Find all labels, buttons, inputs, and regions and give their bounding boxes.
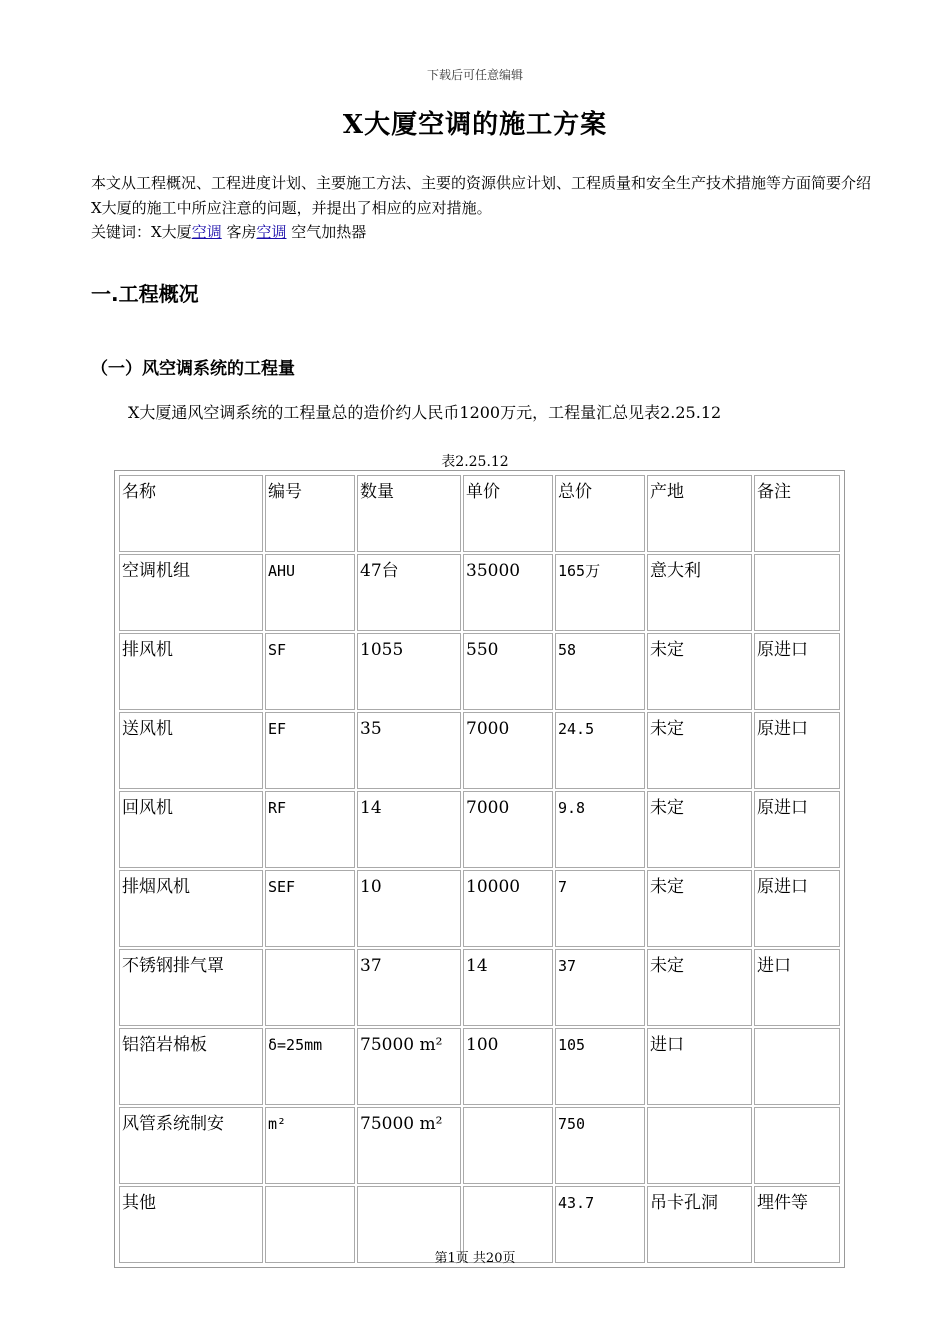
- document-title: X大厦空调的施工方案: [342, 110, 608, 140]
- table-cell: 9.8: [555, 791, 645, 868]
- table-cell: 550: [463, 633, 553, 710]
- table-row: [119, 554, 840, 631]
- table-cell: [463, 1107, 553, 1184]
- table-cell: 75000 m²: [357, 1107, 461, 1184]
- table-cell: 进口: [754, 949, 840, 1026]
- table-header-row: [119, 475, 840, 552]
- table-cell: 43.7: [555, 1186, 645, 1263]
- table-cell: 意大利: [647, 554, 752, 631]
- table-cell: 吊卡孔洞: [647, 1186, 752, 1263]
- table-cell: 原进口: [754, 633, 840, 710]
- table-cell: 35000: [463, 554, 553, 631]
- table-cell: 未定: [647, 633, 752, 710]
- table-cell: 原进口: [754, 791, 840, 868]
- keyword-link-aircon-2[interactable]: 空调: [256, 223, 287, 241]
- abstract: 本文从工程概况、工程进度计划、主要施工方法、主要的资源供应计划、工程质量和安全生产技术措施等方面简要介绍X大厦的施工中所应注意的问题，并提出了相应的应对措施。: [91, 174, 872, 217]
- table-cell: 10000: [463, 870, 553, 947]
- table-cell: 47台: [357, 554, 461, 631]
- keywords-prefix: 关键词：X大厦: [91, 223, 192, 241]
- table-cell: 75000 m²: [357, 1028, 461, 1105]
- table-row: [119, 1028, 840, 1105]
- table-cell: [647, 1107, 752, 1184]
- keywords-line: [91, 220, 366, 245]
- table-cell: 7000: [463, 791, 553, 868]
- section-heading: 一.工程概况: [91, 282, 199, 306]
- table-header-cell: 总价: [555, 475, 645, 552]
- table-caption: 表2.25.12: [441, 454, 509, 470]
- table-header-cell: 编号: [265, 475, 355, 552]
- table-cell: 空调机组: [119, 554, 263, 631]
- table-cell: 未定: [647, 949, 752, 1026]
- table-cell: m²: [265, 1107, 355, 1184]
- table-header-cell: 名称: [119, 475, 263, 552]
- table-cell: 105: [555, 1028, 645, 1105]
- table-cell: [754, 1107, 840, 1184]
- table-cell: 7000: [463, 712, 553, 789]
- table-header-cell: 数量: [357, 475, 461, 552]
- table-cell: 原进口: [754, 870, 840, 947]
- table-cell: 排烟风机: [119, 870, 263, 947]
- table-cell: EF: [265, 712, 355, 789]
- table-cell: 1055: [357, 633, 461, 710]
- table-row: [119, 791, 840, 868]
- table-cell: [754, 1028, 840, 1105]
- table-cell: [265, 949, 355, 1026]
- keywords-middle: 客房: [221, 223, 257, 241]
- table-cell: SF: [265, 633, 355, 710]
- table-header-cell: 单价: [463, 475, 553, 552]
- table-cell: 未定: [647, 791, 752, 868]
- table-cell: 其他: [119, 1186, 263, 1263]
- table-cell: 风管系统制安: [119, 1107, 263, 1184]
- table-cell: [754, 554, 840, 631]
- table-cell: 10: [357, 870, 461, 947]
- table-header-cell: 产地: [647, 475, 752, 552]
- quantity-table-body: [119, 475, 840, 1263]
- table-row: [119, 633, 840, 710]
- page-footer: 第1页 共20页: [434, 1251, 516, 1266]
- table-cell: 750: [555, 1107, 645, 1184]
- table-cell: 14: [463, 949, 553, 1026]
- table-cell: 铝箔岩棉板: [119, 1028, 263, 1105]
- table-cell: 37: [357, 949, 461, 1026]
- table-cell: 原进口: [754, 712, 840, 789]
- table-cell: 进口: [647, 1028, 752, 1105]
- header-note: 下载后可任意编辑: [426, 68, 523, 82]
- table-cell: 100: [463, 1028, 553, 1105]
- keywords-suffix: 空气加热器: [286, 223, 367, 241]
- table-cell: 58: [555, 633, 645, 710]
- table-cell: 排风机: [119, 633, 263, 710]
- quantity-table: [117, 473, 842, 1265]
- quantity-table-frame: [114, 470, 845, 1268]
- table-cell: SEF: [265, 870, 355, 947]
- table-cell: 回风机: [119, 791, 263, 868]
- body-paragraph: X大厦通风空调系统的工程量总的造价约人民币1200万元，工程量汇总见表2.25.12: [128, 403, 722, 422]
- subsection-heading: （一）风空调系统的工程量: [91, 359, 295, 379]
- table-cell: 埋件等: [754, 1186, 840, 1263]
- keyword-link-aircon-1[interactable]: 空调: [191, 223, 222, 241]
- table-row: [119, 1107, 840, 1184]
- table-row: [119, 870, 840, 947]
- table-cell: 送风机: [119, 712, 263, 789]
- table-cell: 24.5: [555, 712, 645, 789]
- table-row: [119, 949, 840, 1026]
- table-cell: 未定: [647, 870, 752, 947]
- table-cell: δ=25mm: [265, 1028, 355, 1105]
- table-cell: 35: [357, 712, 461, 789]
- table-cell: 165万: [555, 554, 645, 631]
- table-cell: RF: [265, 791, 355, 868]
- table-cell: 不锈钢排气罩: [119, 949, 263, 1026]
- table-cell: 14: [357, 791, 461, 868]
- table-cell: 7: [555, 870, 645, 947]
- table-row: [119, 712, 840, 789]
- table-cell: AHU: [265, 554, 355, 631]
- table-cell: 未定: [647, 712, 752, 789]
- table-header-cell: 备注: [754, 475, 840, 552]
- table-cell: 37: [555, 949, 645, 1026]
